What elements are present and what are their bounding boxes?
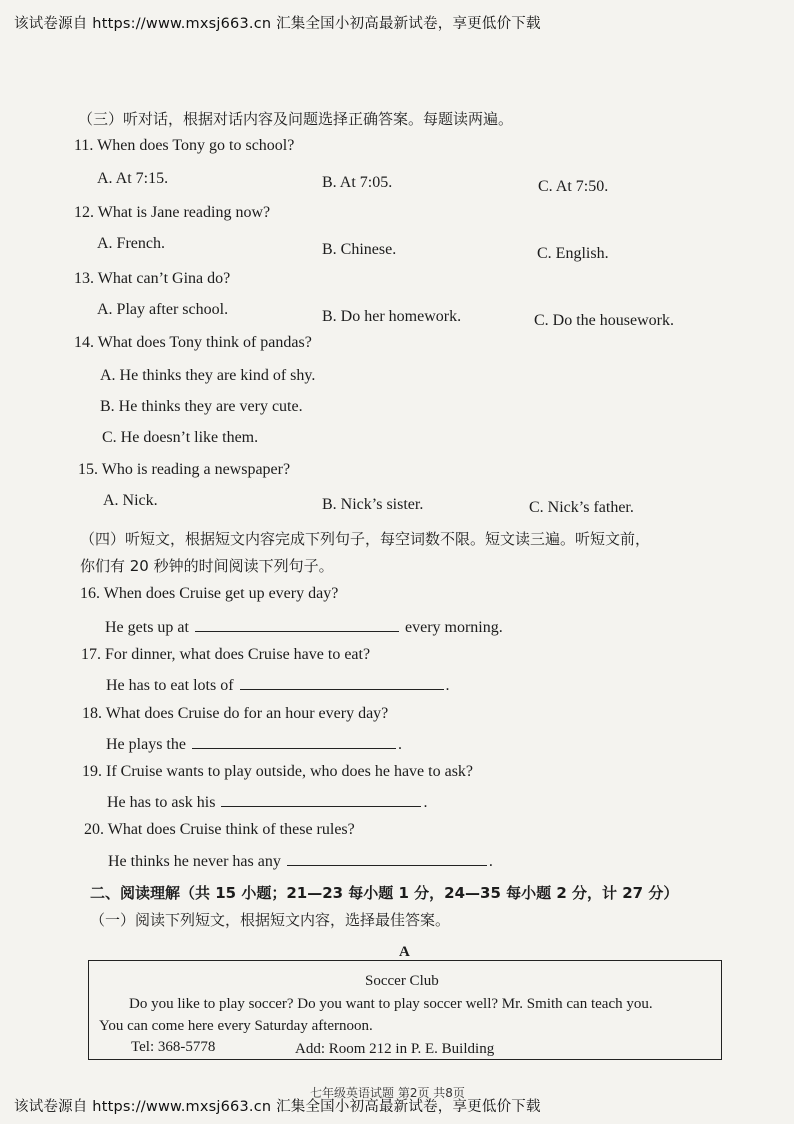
question-19: 19. If Cruise wants to play outside, who does he have to ask?	[82, 763, 474, 780]
answer-16-prefix: He gets up at	[105, 619, 189, 636]
question-14: 14. What does Tony think of pandas?	[74, 334, 312, 351]
answer-16-blank[interactable]	[195, 617, 399, 632]
q13-option-b: B. Do her homework.	[322, 308, 462, 325]
q11-option-c: C. At 7:50.	[538, 178, 609, 195]
answer-19-prefix: He has to ask his	[107, 794, 216, 811]
answer-line-17	[106, 675, 450, 695]
question-20: 20. What does Cruise think of these rules?	[84, 821, 355, 838]
notice-line-1: Do you like to play soccer? Do you want to play soccer well? Mr. Smith can teach you.	[129, 996, 653, 1012]
answer-line-18	[106, 734, 402, 754]
bottom-banner: 该试卷源自 https://www.mxsj663.cn 汇集全国小初高最新试卷，享更低价下载	[14, 1099, 541, 1115]
answer-17-blank[interactable]	[240, 675, 444, 690]
q14-option-c: C. He doesn’t like them.	[102, 429, 259, 446]
question-15: 15. Who is reading a newspaper?	[78, 461, 291, 478]
passage-label: A	[399, 944, 410, 960]
q11-option-b: B. At 7:05.	[322, 174, 393, 191]
question-17: 17. For dinner, what does Cruise have to eat?	[81, 646, 371, 663]
question-12: 12. What is Jane reading now?	[74, 204, 271, 221]
answer-18-blank[interactable]	[192, 734, 396, 749]
answer-16-suffix: every morning.	[404, 619, 503, 636]
question-18: 18. What does Cruise do for an hour every day?	[82, 705, 389, 722]
answer-17-prefix: He has to eat lots of	[106, 677, 234, 694]
answer-18-suffix: .	[397, 736, 402, 753]
answer-19-suffix: .	[423, 794, 428, 811]
q14-option-a: A. He thinks they are kind of shy.	[100, 367, 316, 384]
answer-19-blank[interactable]	[221, 792, 421, 807]
q11-option-a: A. At 7:15.	[97, 170, 169, 187]
q12-option-c: C. English.	[537, 245, 609, 262]
q13-option-a: A. Play after school.	[97, 301, 229, 318]
answer-line-19	[107, 792, 427, 812]
q13-option-c: C. Do the housework.	[534, 312, 674, 329]
soccer-club-notice	[88, 960, 722, 1060]
top-banner: 该试卷源自 https://www.mxsj663.cn 汇集全国小初高最新试卷，享更低价下载	[14, 16, 541, 32]
part2-subheading: （一）阅读下列短文，根据短文内容，选择最佳答案。	[90, 911, 451, 929]
q12-option-a: A. French.	[97, 235, 165, 252]
question-16: 16. When does Cruise get up every day?	[80, 585, 339, 602]
answer-line-16	[105, 617, 503, 637]
section4-heading-line1: （四）听短文，根据短文内容完成下列句子，每空词数不限。短文读三遍。听短文前，	[80, 530, 651, 548]
answer-18-prefix: He plays the	[106, 736, 186, 753]
q12-option-b: B. Chinese.	[322, 241, 397, 258]
answer-20-suffix: .	[488, 853, 493, 870]
notice-address: Add: Room 212 in P. E. Building	[295, 1041, 495, 1057]
q15-option-a: A. Nick.	[103, 492, 158, 509]
notice-line-2: You can come here every Saturday afternoon.	[99, 1018, 373, 1034]
part2-heading: 二、阅读理解（共 15 小题；21—23 每小题 1 分，24—35 每小题 2 分，计 27 分）	[90, 884, 679, 902]
section3-heading: （三）听对话，根据对话内容及问题选择正确答案。每题读两遍。	[78, 110, 514, 128]
notice-title: Soccer Club	[365, 973, 439, 989]
answer-20-prefix: He thinks he never has any	[108, 853, 281, 870]
question-11: 11. When does Tony go to school?	[74, 137, 295, 154]
q15-option-b: B. Nick’s sister.	[322, 496, 424, 513]
q14-option-b: B. He thinks they are very cute.	[100, 398, 303, 415]
page-footer: 七年级英语试题 第2页 共8页	[310, 1086, 465, 1100]
section4-heading-line2: 你们有 20 秒钟的时间阅读下列句子。	[80, 557, 334, 575]
q15-option-c: C. Nick’s father.	[529, 499, 634, 516]
notice-tel: Tel: 368-5778	[131, 1039, 216, 1055]
question-13: 13. What can’t Gina do?	[74, 270, 231, 287]
answer-20-blank[interactable]	[287, 851, 487, 866]
answer-17-suffix: .	[445, 677, 450, 694]
answer-line-20	[108, 851, 493, 871]
